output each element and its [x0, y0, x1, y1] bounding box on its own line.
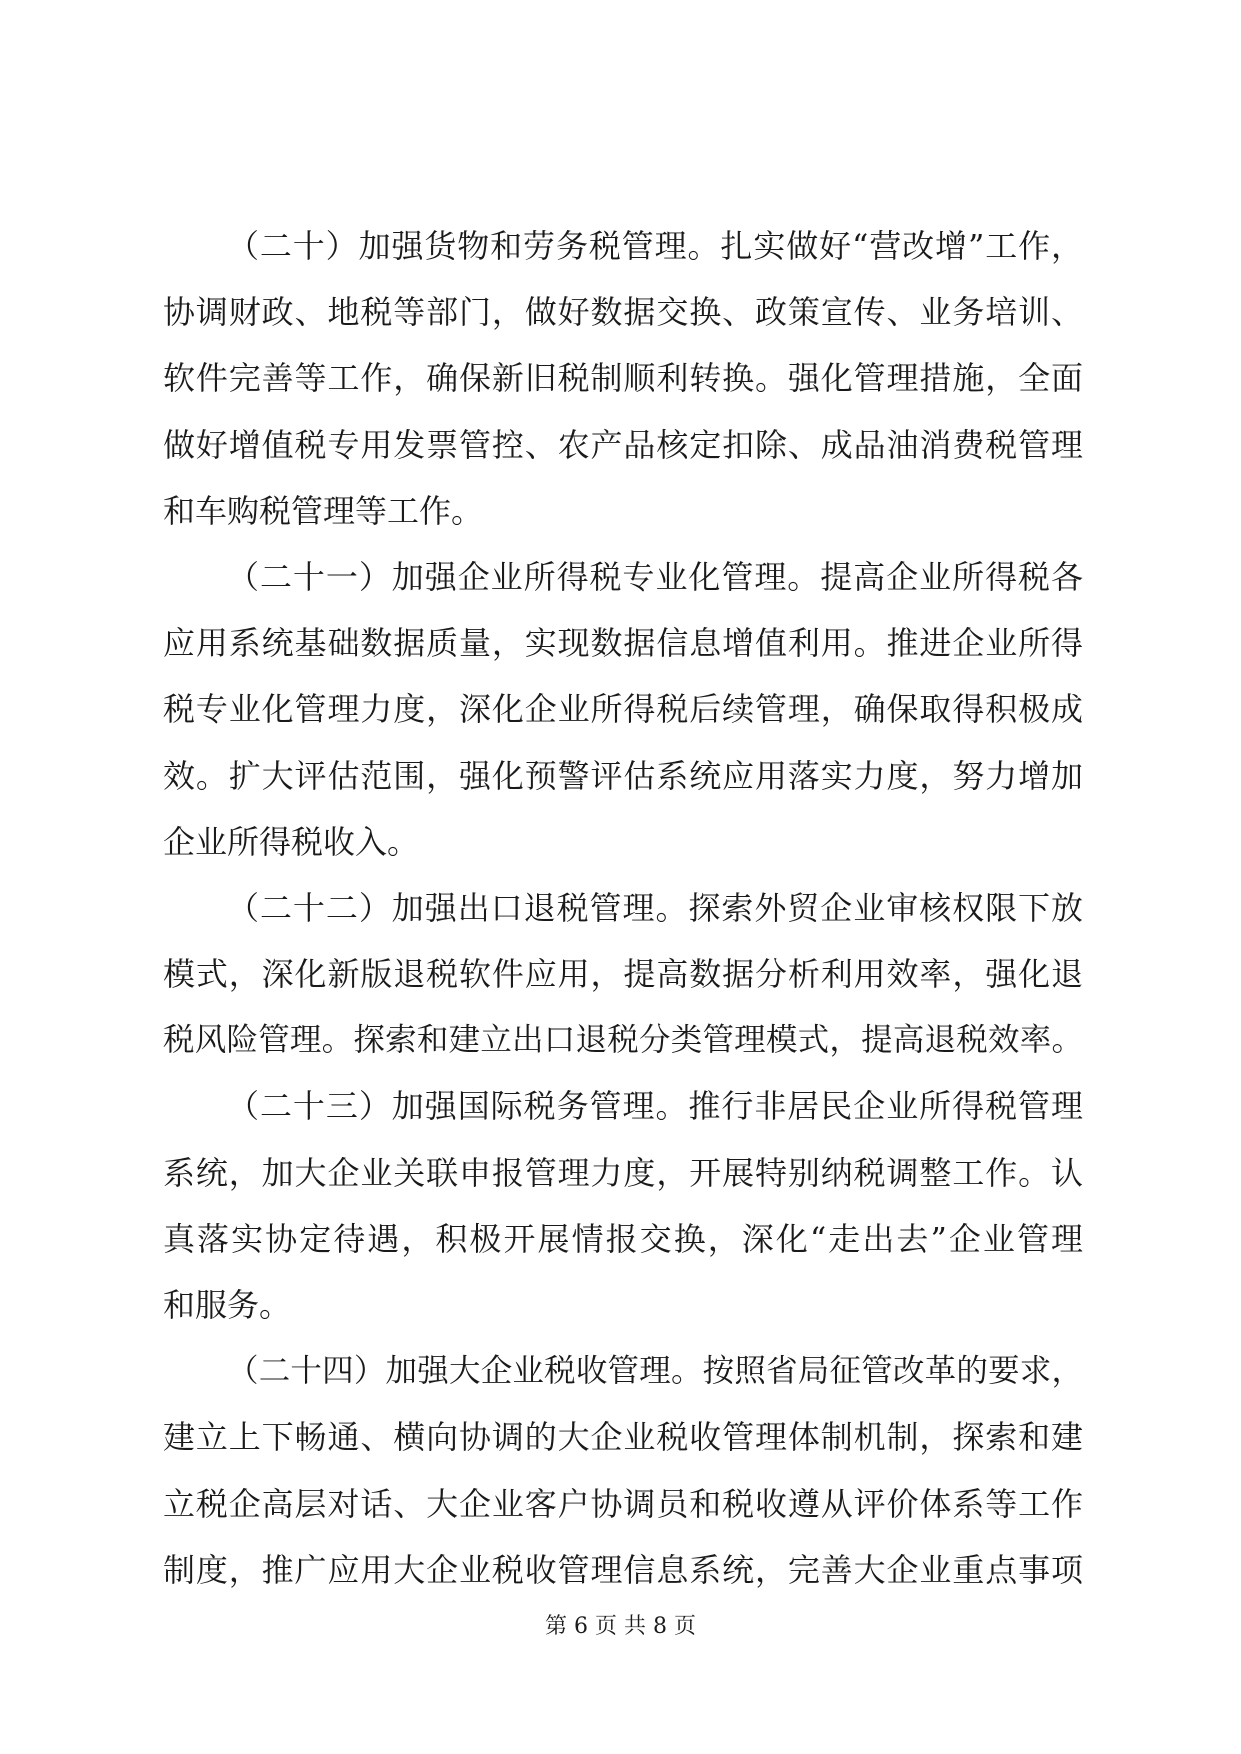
paragraph-21-line-3: 税专业化管理力度，深化企业所得税后续管理，确保取得积极成 — [163, 690, 1083, 729]
paragraph-22-line-2: 模式，深化新版退税软件应用，提高数据分析利用效率，强化退 — [163, 955, 1083, 994]
paragraph-20-line-3: 软件完善等工作，确保新旧税制顺利转换。强化管理措施，全面 — [163, 359, 1083, 398]
paragraph-23-line-4: 和服务。 — [163, 1286, 292, 1324]
document-body — [163, 226, 1083, 1616]
paragraph-22-line-1: （二十二）加强出口退税管理。探索外贸企业审核权限下放 — [227, 888, 1083, 927]
paragraph-24-line-3: 立税企高层对话、大企业客户协调员和税收遵从评价体系等工作 — [163, 1484, 1083, 1523]
paragraph-20-line-5: 和车购税管理等工作。 — [163, 491, 484, 530]
paragraph-21-line-4: 效。扩大评估范围，强化预警评估系统应用落实力度，努力增加 — [163, 756, 1083, 795]
paragraph-21-line-5: 企业所得税收入。 — [163, 822, 420, 861]
paragraph-24-line-2: 建立上下畅通、横向协调的大企业税收管理体制机制，探索和建 — [163, 1418, 1083, 1457]
paragraph-20-line-4: 做好增值税专用发票管控、农产品核定扣除、成品油消费税管理 — [163, 425, 1083, 464]
paragraph-23-line-3: 真落实协定待遇，积极开展情报交换，深化“走出去”企业管理 — [163, 1219, 1083, 1258]
paragraph-20-line-2: 协调财政、地税等部门，做好数据交换、政策宣传、业务培训、 — [163, 293, 1083, 332]
paragraph-24-line-1: （二十四）加强大企业税收管理。按照省局征管改革的要求， — [227, 1353, 1083, 1390]
paragraph-23-line-2: 系统，加大企业关联申报管理力度，开展特别纳税调整工作。认 — [163, 1153, 1083, 1192]
paragraph-20-line-1: （二十）加强货物和劳务税管理。扎实做好“营改增”工作， — [227, 227, 1083, 265]
paragraph-21-line-1: （二十一）加强企业所得税专业化管理。提高企业所得税各 — [227, 557, 1083, 596]
paragraph-24-line-4: 制度，推广应用大企业税收管理信息系统，完善大企业重点事项 — [163, 1550, 1083, 1589]
page-number-footer: 第 6 页 共 8 页 — [545, 1614, 696, 1639]
paragraph-23-line-1: （二十三）加强国际税务管理。推行非居民企业所得税管理 — [227, 1087, 1083, 1126]
paragraph-21-line-2: 应用系统基础数据质量，实现数据信息增值利用。推进企业所得 — [163, 624, 1083, 663]
paragraph-22-line-3: 税风险管理。探索和建立出口退税分类管理模式，提高退税效率。 — [163, 1022, 1083, 1059]
